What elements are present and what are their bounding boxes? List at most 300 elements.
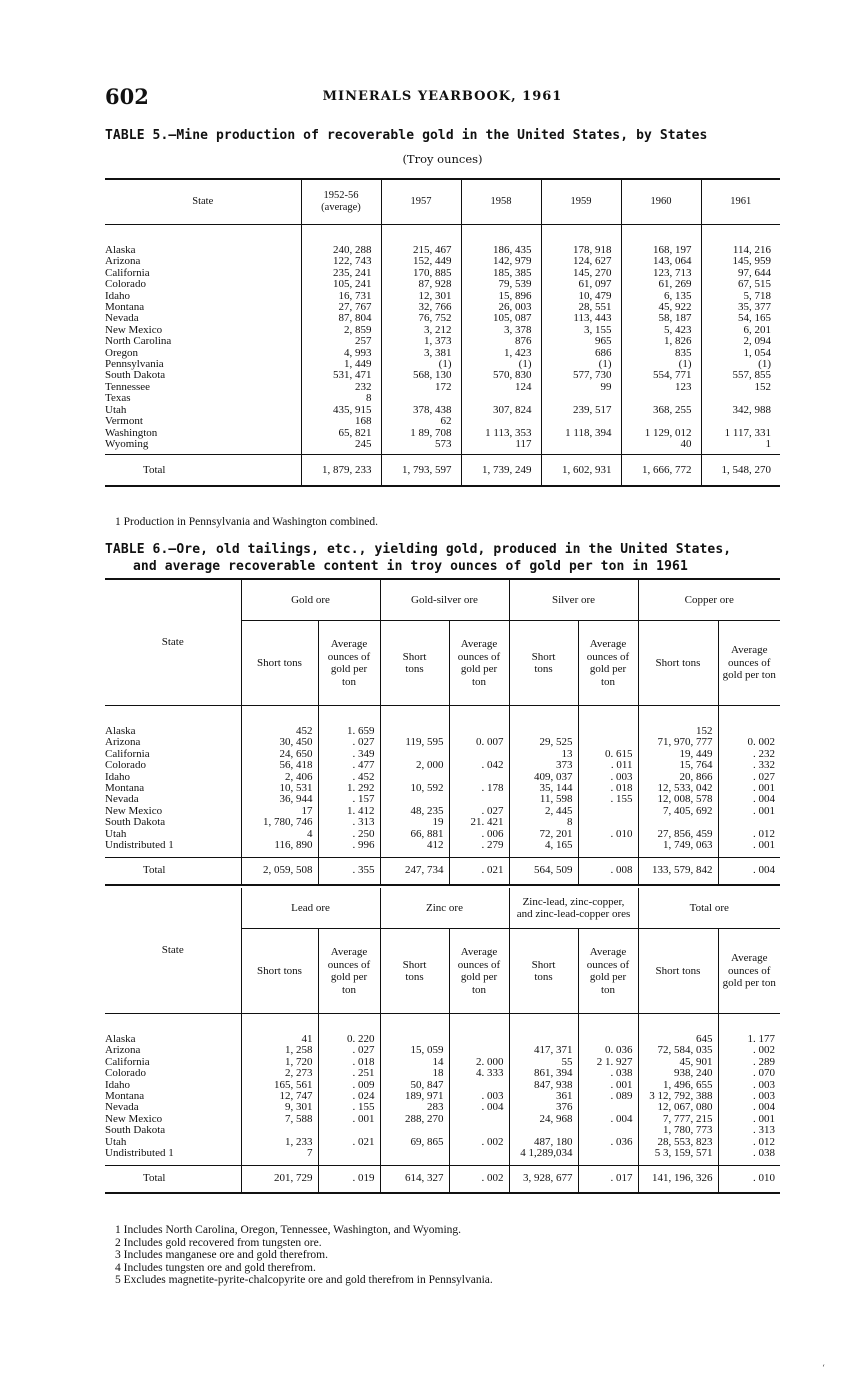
table5-cell: 35, 377: [701, 302, 780, 313]
table6-cell: . 038: [718, 1148, 780, 1166]
table5-cell: 170, 885: [381, 268, 461, 279]
total-label: Total: [105, 1166, 241, 1193]
table5-cell: [621, 416, 701, 427]
table6-cell: [318, 1125, 380, 1136]
table5-cell: 1, 449: [301, 359, 381, 370]
table6-cell: 12, 008, 578: [638, 794, 718, 805]
table6-cell: 1, 749, 063: [638, 840, 718, 858]
table6-cell: 417, 371: [509, 1045, 578, 1056]
table5-cell: 2, 094: [701, 336, 780, 347]
table6-group-header: Zinc-lead, zinc-copper, and zinc-lead-copper ores: [509, 888, 638, 929]
table6-cell: 4: [241, 829, 318, 840]
table6-cell: . 279: [449, 840, 509, 858]
table6-cell: 2, 445: [509, 806, 578, 817]
state-name: California: [105, 266, 150, 279]
table5-total-cell: 1, 548, 270: [701, 455, 780, 486]
table5-cell: 145, 959: [701, 256, 780, 267]
table5-cell: 32, 766: [381, 302, 461, 313]
table6-cell: 1, 233: [241, 1137, 318, 1148]
table5-row: [105, 225, 780, 257]
table5-cell: 6, 135: [621, 291, 701, 302]
table6-cell: [380, 1014, 449, 1046]
state-name: Arizona: [105, 1044, 141, 1057]
table6-cell: 19: [380, 817, 449, 828]
table5-cell: 1: [701, 439, 780, 455]
table6-cell: [578, 817, 638, 828]
table6-cell: [449, 1148, 509, 1166]
avg-ounces-header: Average ounces of gold per ton: [449, 929, 509, 1014]
page-header: [105, 84, 780, 108]
table5-column-header: 1959: [541, 179, 621, 225]
table5-cell: 178, 918: [541, 225, 621, 257]
state-name: Nevada: [105, 793, 139, 806]
state-name: Idaho: [105, 289, 131, 302]
short-tons-header: Short tons: [509, 929, 578, 1014]
table5-cell: [701, 416, 780, 427]
table6-cell: 55: [509, 1057, 578, 1068]
table5-caption: TABLE 5.—Mine production of recoverable gold in the United States, by States: [105, 128, 708, 143]
table6-row: [105, 706, 780, 738]
short-tons-header: Short tons: [638, 929, 718, 1014]
table6-cell: . 178: [449, 783, 509, 794]
table5-cell: 26, 003: [461, 302, 541, 313]
table6-cell: 9, 301: [241, 1102, 318, 1113]
table5-cell: 554, 771: [621, 370, 701, 381]
table6-cell: 116, 890: [241, 840, 318, 858]
table6-cell: 189, 971: [380, 1091, 449, 1102]
table6-cell: . 251: [318, 1068, 380, 1079]
table5-cell: 531, 471: [301, 370, 381, 381]
table6-cell: . 009: [318, 1080, 380, 1091]
table6-cell: . 001: [318, 1114, 380, 1125]
table6-cell: . 003: [578, 772, 638, 783]
table6-total-cell: 141, 196, 326: [638, 1166, 718, 1193]
state-name: Alaska: [105, 1033, 136, 1045]
table6-cell: 0. 036: [578, 1045, 638, 1056]
table5-cell: 3, 381: [381, 348, 461, 359]
table5-cell: [701, 393, 780, 404]
short-tons-header: Short tons: [638, 621, 718, 706]
table6-cell: . 004: [578, 1114, 638, 1125]
table5-cell: 28, 551: [541, 302, 621, 313]
table6-row: [105, 1068, 780, 1079]
table6-group-row: [105, 888, 780, 929]
table6-cell: 373: [509, 760, 578, 771]
table5-cell: 570, 830: [461, 370, 541, 381]
table6-cell: 4. 333: [449, 1068, 509, 1079]
table6-cell: . 021: [318, 1137, 380, 1148]
table6-cell: 119, 595: [380, 737, 449, 748]
table5-cell: 168: [301, 416, 381, 427]
avg-ounces-header: Average ounces of gold per ton: [718, 929, 780, 1014]
table5-cell: 122, 743: [301, 256, 381, 267]
table5-cell: 239, 517: [541, 405, 621, 416]
table6-row: [105, 817, 780, 828]
table5-cell: 965: [541, 336, 621, 347]
table5-header-row: [105, 179, 780, 225]
table6-cell: . 001: [718, 783, 780, 794]
footnote-line: 5 Excludes magnetite-pyrite-chalcopyrite ore and gold therefrom in Pennsylvania.: [115, 1274, 493, 1286]
table6-cell: 35, 144: [509, 783, 578, 794]
table6-cell: 1, 720: [241, 1057, 318, 1068]
table6-group-header: Lead ore: [241, 888, 380, 929]
table6-cell: 24, 968: [509, 1114, 578, 1125]
table5-cell: 142, 979: [461, 256, 541, 267]
table5-cell: 2, 859: [301, 325, 381, 336]
table6-cell: . 232: [718, 749, 780, 760]
table6-cell: . 001: [578, 1080, 638, 1091]
table5-column-header: 1952-56 (average): [301, 179, 381, 225]
table6-cell: 283: [380, 1102, 449, 1113]
state-name: Alaska: [105, 725, 136, 737]
table6-state-header: State: [105, 579, 241, 706]
table6-cell: 645: [638, 1014, 718, 1046]
table6-cell: 1. 412: [318, 806, 380, 817]
state-name: Washington: [105, 426, 158, 439]
table5-row: [105, 382, 780, 393]
table6-cell: 938, 240: [638, 1068, 718, 1079]
footnote-line: 4 Includes tungsten ore and gold therefrom.: [115, 1261, 316, 1274]
table6-cell: . 155: [578, 794, 638, 805]
page-number: 602: [105, 84, 149, 109]
table5-cell: 45, 922: [621, 302, 701, 313]
table6-cell: 13: [509, 749, 578, 760]
table6-cell: 165, 561: [241, 1080, 318, 1091]
table5-cell: [461, 393, 541, 404]
table6-cell: [380, 1125, 449, 1136]
state-name: Montana: [105, 301, 145, 314]
table5-cell: 145, 270: [541, 268, 621, 279]
table5-cell: 5, 423: [621, 325, 701, 336]
table6-cell: . 027: [718, 772, 780, 783]
table6-cell: [718, 706, 780, 738]
table6-cell: 36, 944: [241, 794, 318, 805]
table6-cell: . 011: [578, 760, 638, 771]
short-tons-header: Short tons: [380, 621, 449, 706]
table5-cell: [381, 393, 461, 404]
table6-cell: 7: [241, 1148, 318, 1166]
footnote-line: 2 Includes gold recovered from tungsten ore.: [115, 1236, 322, 1249]
state-name: South Dakota: [105, 1124, 166, 1137]
table6-row: [105, 1148, 780, 1166]
table6-cell: [638, 817, 718, 828]
table5-cell: 61, 097: [541, 279, 621, 290]
table6-cell: . 155: [318, 1102, 380, 1113]
state-name: Colorado: [105, 278, 146, 291]
table5-cell: (1): [621, 359, 701, 370]
table6-cell: . 001: [718, 840, 780, 858]
table6-total-cell: 133, 579, 842: [638, 858, 718, 885]
table5: [105, 178, 780, 487]
table5-cell: 1 129, 012: [621, 428, 701, 439]
table5-cell: 1, 423: [461, 348, 541, 359]
table6-total-cell: 201, 729: [241, 1166, 318, 1193]
table6-cell: [578, 840, 638, 858]
table5-cell: 113, 443: [541, 313, 621, 324]
short-tons-header: Short tons: [380, 929, 449, 1014]
table6-cell: . 250: [318, 829, 380, 840]
table5-cell: 105, 087: [461, 313, 541, 324]
table6-cell: . 006: [449, 829, 509, 840]
table6-state-header: State: [105, 888, 241, 1014]
table6-cell: . 003: [449, 1091, 509, 1102]
table6-group-header: Copper ore: [638, 579, 780, 621]
table5-footnote: 1 Production in Pennsylvania and Washington combined.: [115, 516, 379, 528]
table6-cell: 2, 273: [241, 1068, 318, 1079]
table5-cell: 16, 731: [301, 291, 381, 302]
table5-cell: 152, 449: [381, 256, 461, 267]
state-name: South Dakota: [105, 816, 166, 829]
table5-total-cell: 1, 739, 249: [461, 455, 541, 486]
table6-cell: 2, 000: [380, 760, 449, 771]
total-label: Total: [105, 858, 241, 885]
table6-cell: [578, 1125, 638, 1136]
state-name: Arizona: [105, 736, 141, 749]
table5-cell: 3, 155: [541, 325, 621, 336]
table5-cell: 1 89, 708: [381, 428, 461, 439]
table6-cell: 4 1,289,034: [509, 1148, 578, 1166]
table6-cell: 20, 866: [638, 772, 718, 783]
avg-ounces-header: Average ounces of gold per ton: [578, 929, 638, 1014]
table5-cell: 65, 821: [301, 428, 381, 439]
table5-cell: 124: [461, 382, 541, 393]
table5-cell: [541, 393, 621, 404]
footnote-line: 3 Includes manganese ore and gold therefrom.: [115, 1249, 328, 1261]
table6-cell: [509, 706, 578, 738]
table6-cell: . 027: [318, 737, 380, 748]
table6-cell: . 012: [718, 829, 780, 840]
table5-cell: 257: [301, 336, 381, 347]
avg-ounces-header: Average ounces of gold per ton: [718, 621, 780, 706]
table5-cell: 40: [621, 439, 701, 455]
table6-cell: 0. 615: [578, 749, 638, 760]
table6-cell: 56, 418: [241, 760, 318, 771]
table5-cell: 186, 435: [461, 225, 541, 257]
state-name: California: [105, 1055, 150, 1068]
table6-group-header: Total ore: [638, 888, 780, 929]
table5-cell: 378, 438: [381, 405, 461, 416]
table6-cell: 7, 405, 692: [638, 806, 718, 817]
state-name: Colorado: [105, 1067, 146, 1080]
table6-cell: . 038: [578, 1068, 638, 1079]
state-name: Undistributed 1: [105, 839, 174, 852]
table6-cell: 2 1. 927: [578, 1057, 638, 1068]
table6-cell: . 313: [718, 1125, 780, 1136]
table5-total-row: [105, 455, 780, 486]
table6-group-header: Silver ore: [509, 579, 638, 621]
avg-ounces-header: Average ounces of gold per ton: [318, 621, 380, 706]
table6-cell: [449, 1114, 509, 1125]
table5-cell: 876: [461, 336, 541, 347]
table5-row: [105, 439, 780, 455]
table6-total-cell: 564, 509: [509, 858, 578, 885]
table6-cell: 72, 201: [509, 829, 578, 840]
table6-cell: [241, 1125, 318, 1136]
state-name: Idaho: [105, 1078, 131, 1091]
table6-total-cell: . 017: [578, 1166, 638, 1193]
table6-cell: . 010: [578, 829, 638, 840]
state-name: New Mexico: [105, 1112, 163, 1125]
table5-cell: 172: [381, 382, 461, 393]
table5-cell: 54, 165: [701, 313, 780, 324]
table5-cell: 3, 212: [381, 325, 461, 336]
table6-cell: 3 12, 792, 388: [638, 1091, 718, 1102]
table6-cell: 72, 584, 035: [638, 1045, 718, 1056]
table6-cell: [578, 806, 638, 817]
table6-total-cell: . 008: [578, 858, 638, 885]
table6-cell: 15, 059: [380, 1045, 449, 1056]
avg-ounces-header: Average ounces of gold per ton: [578, 621, 638, 706]
table5-cell: 435, 915: [301, 405, 381, 416]
table6-cell: 2. 000: [449, 1057, 509, 1068]
table5-cell: 3, 378: [461, 325, 541, 336]
table6-cell: 1, 496, 655: [638, 1080, 718, 1091]
table5-cell: (1): [701, 359, 780, 370]
state-name: Colorado: [105, 759, 146, 772]
table6-cell: 14: [380, 1057, 449, 1068]
table6-caption-line2: and average recoverable content in troy ounces of gold per ton in 1961: [133, 559, 688, 574]
table6-cell: [449, 1014, 509, 1046]
table5-cell: 62: [381, 416, 461, 427]
table5-cell: 124, 627: [541, 256, 621, 267]
table5-cell: 87, 804: [301, 313, 381, 324]
table6-cell: 29, 525: [509, 737, 578, 748]
table6-cell: 17: [241, 806, 318, 817]
table6-cell: 361: [509, 1091, 578, 1102]
table5-column-header: State: [105, 179, 301, 225]
table5-cell: 1 117, 331: [701, 428, 780, 439]
table6-cell: 376: [509, 1102, 578, 1113]
table6-cell: . 027: [318, 1045, 380, 1056]
table6-cell: 71, 970, 777: [638, 737, 718, 748]
table5-cell: 185, 385: [461, 268, 541, 279]
state-name: South Dakota: [105, 369, 166, 382]
table6-group-row: [105, 579, 780, 621]
table6-cell: [718, 817, 780, 828]
table5-cell: 368, 255: [621, 405, 701, 416]
table6-cell: . 004: [718, 1102, 780, 1113]
table5-cell: 117: [461, 439, 541, 455]
table6-cell: 10, 531: [241, 783, 318, 794]
table6-total-cell: . 010: [718, 1166, 780, 1193]
table6-row: [105, 840, 780, 858]
table6-cell: [509, 1014, 578, 1046]
table5-cell: 97, 644: [701, 268, 780, 279]
table6-caption-line1: TABLE 6.—Ore, old tailings, etc., yielding gold, produced in the United States,: [105, 542, 732, 557]
state-name: Montana: [105, 1090, 145, 1103]
state-name: Nevada: [105, 312, 139, 325]
table6-cell: . 452: [318, 772, 380, 783]
table6-cell: . 018: [578, 783, 638, 794]
table6-total-cell: 2, 059, 508: [241, 858, 318, 885]
table6-total-cell: . 355: [318, 858, 380, 885]
table6-total-cell: 614, 327: [380, 1166, 449, 1193]
state-name: New Mexico: [105, 804, 163, 817]
short-tons-header: Short tons: [509, 621, 578, 706]
table5-cell: 6, 201: [701, 325, 780, 336]
state-name: California: [105, 747, 150, 760]
table6-cell: 7, 588: [241, 1114, 318, 1125]
footnote-line: 1 Includes North Carolina, Oregon, Tennessee, Washington, and Wyoming.: [115, 1224, 462, 1236]
table6-cell: 5 3, 159, 571: [638, 1148, 718, 1166]
table6-footnotes: [115, 1224, 493, 1287]
table6-cell: . 027: [449, 806, 509, 817]
table6-cell: 487, 180: [509, 1137, 578, 1148]
table6-total-cell: 247, 734: [380, 858, 449, 885]
table6-cell: 50, 847: [380, 1080, 449, 1091]
table6-cell: . 004: [449, 1102, 509, 1113]
table5-cell: 61, 269: [621, 279, 701, 290]
table5-cell: 10, 479: [541, 291, 621, 302]
state-name: Pennsylvania: [105, 358, 164, 371]
table5-cell: (1): [461, 359, 541, 370]
table5-subcaption: (Troy ounces): [402, 152, 483, 166]
table5-cell: 152: [701, 382, 780, 393]
table6-cell: 19, 449: [638, 749, 718, 760]
table5-cell: 143, 064: [621, 256, 701, 267]
short-tons-header: Short tons: [241, 929, 318, 1014]
table5-cell: 835: [621, 348, 701, 359]
state-name: Oregon: [105, 346, 138, 359]
table6-group-header: Zinc ore: [380, 888, 509, 929]
table5-cell: 342, 988: [701, 405, 780, 416]
table5-total-cell: 1, 793, 597: [381, 455, 461, 486]
table6-total-cell: 3, 928, 677: [509, 1166, 578, 1193]
table6-cell: 0. 007: [449, 737, 509, 748]
table6-cell: 409, 037: [509, 772, 578, 783]
table6-cell: 152: [638, 706, 718, 738]
table6-cell: 1. 177: [718, 1014, 780, 1046]
table5-cell: 15, 896: [461, 291, 541, 302]
table6-cell: . 070: [718, 1068, 780, 1079]
table6-cell: . 003: [718, 1091, 780, 1102]
table6-cell: 45, 901: [638, 1057, 718, 1068]
table5-cell: (1): [541, 359, 621, 370]
table5-cell: 235, 241: [301, 268, 381, 279]
table6-cell: . 477: [318, 760, 380, 771]
table6-group-header: Gold-silver ore: [380, 579, 509, 621]
table5-cell: 168, 197: [621, 225, 701, 257]
table6-cell: 48, 235: [380, 806, 449, 817]
state-name: Undistributed 1: [105, 1147, 174, 1160]
table6-cell: 12, 747: [241, 1091, 318, 1102]
table6-total-row: [105, 858, 780, 885]
table6-cell: [578, 706, 638, 738]
table6-cell: . 004: [718, 794, 780, 805]
table5-cell: 123: [621, 382, 701, 393]
table5-row: [105, 393, 780, 404]
table6-cell: [380, 706, 449, 738]
table6-cell: . 332: [718, 760, 780, 771]
table5-cell: 1 113, 353: [461, 428, 541, 439]
table6-group-header: Gold ore: [241, 579, 380, 621]
table6-row: [105, 1125, 780, 1136]
table6-cell: [449, 706, 509, 738]
table5-row: [105, 279, 780, 290]
table6-cell: 15, 764: [638, 760, 718, 771]
table5-cell: 8: [301, 393, 381, 404]
table6-part2: [105, 888, 780, 1194]
table5-cell: 573: [381, 439, 461, 455]
table6-cell: 2, 406: [241, 772, 318, 783]
table6-cell: 69, 865: [380, 1137, 449, 1148]
table5-cell: 1, 373: [381, 336, 461, 347]
table6-cell: 27, 856, 459: [638, 829, 718, 840]
avg-ounces-header: Average ounces of gold per ton: [449, 621, 509, 706]
table6-cell: . 018: [318, 1057, 380, 1068]
table5-row: [105, 416, 780, 427]
table6-cell: . 002: [449, 1137, 509, 1148]
